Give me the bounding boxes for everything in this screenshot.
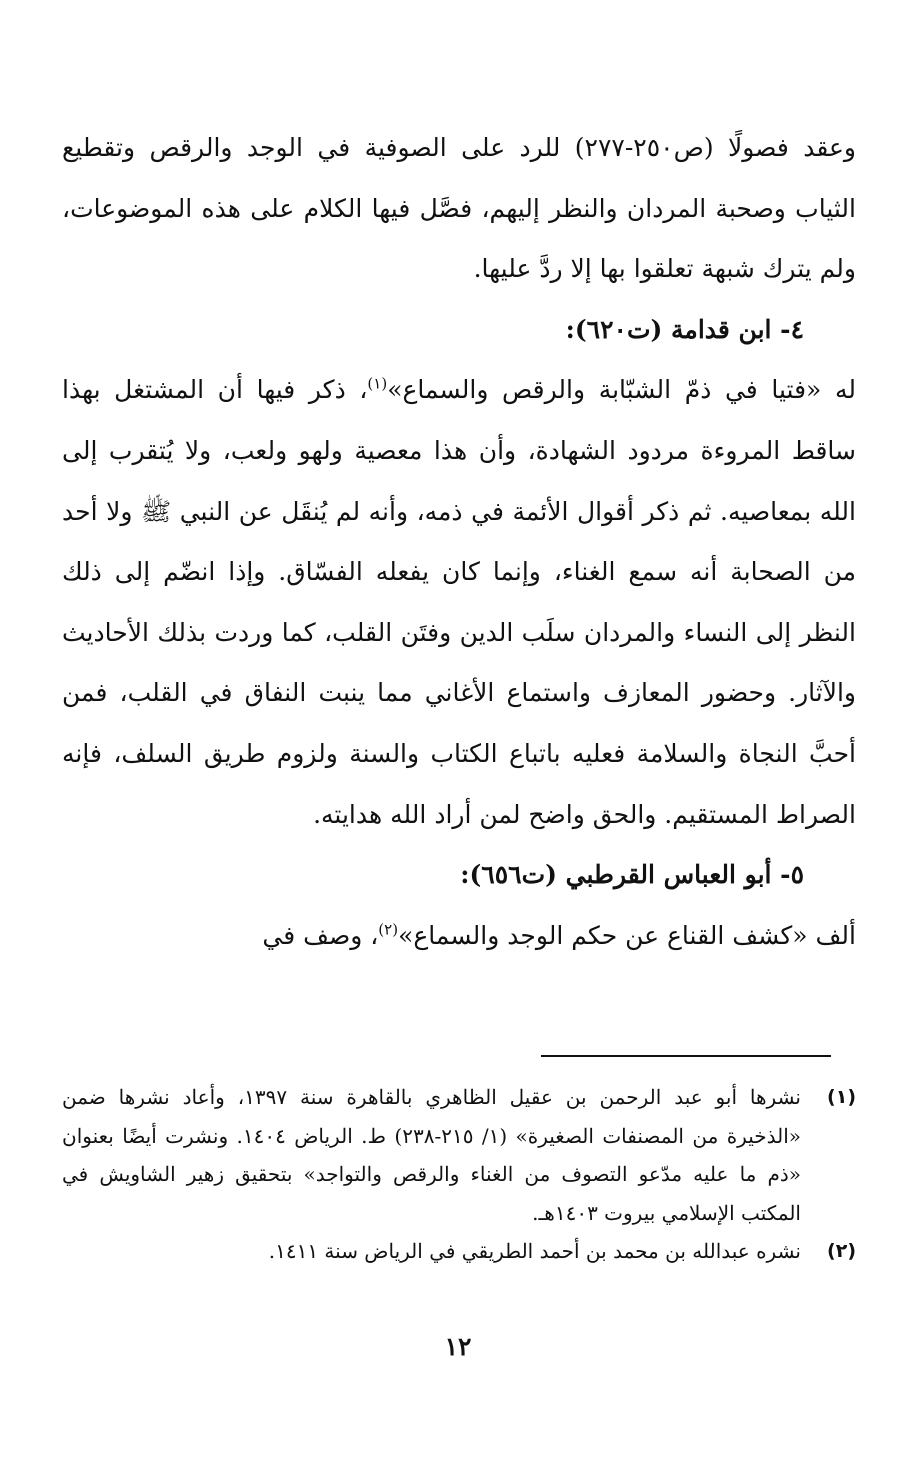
paragraph-ibn-aqil-chapters: وعقد فصولًا (ص٢٥٠-٢٧٧) للرد على الصوفية في الوجد والرقص وتقطيع الثياب وصحبة المردان والنظر إليهم، فصَّل فيها الكلام على هذه الموضوعات، ولم يترك شبهة تعلقوا بها إلا ردَّ عليها.: [62, 133, 856, 284]
main-text: [62, 118, 856, 966]
paragraph-qurtubi: [62, 906, 856, 967]
paragraph-qurtubi-rest: ، وصف في: [262, 920, 379, 950]
footnote-separator: [541, 1055, 831, 1057]
heading-ibn-qudama: ٤- ابن قدامة (ت٦٢٠):: [565, 314, 804, 344]
paragraph-ibn-qudama: [62, 360, 856, 845]
footnote-2-number: (٢): [827, 1240, 856, 1262]
paragraph-ibn-qudama-rest: ، ذكر فيها أن المشتغل بهذا ساقط المروءة مردود الشهادة، وأن هذا معصية ولهو ولعب، ولا يُتقرب إلى الله بمعاصيه. ثم ذكر أقوال الأئمة في ذمه، وأنه لم يُنقَل عن النبي ﷺ ولا أحد من الصحابة أنه سمع الغناء، وإنما كان يفعله الفسّاق. وإذا انضّم إلى ذلك النظر إلى النساء والمردان سلَب الدين وفتَن القلب، كما وردت بذلك الأحاديث والآثار. وحضور المعازف واستماع الأغاني مما ينبت النفاق في القلب، فمن أحبَّ النجاة والسلامة فعليه باتباع الكتاب والسنة ولزوم طريق السلف، فإنه الصراط المستقيم. والحق واضح لمن أراد الله هدايته.: [62, 375, 856, 829]
footnote-2-text: نشره عبدالله بن محمد بن أحمد الطريقي في الرياض سنة ١٤١١.: [268, 1239, 801, 1263]
heading-qurtubi: ٥- أبو العباس القرطبي (ت٦٥٦):: [460, 860, 804, 890]
paragraph-qurtubi-start: ألف «كشف القناع عن حكم الوجد والسماع»: [398, 920, 856, 950]
footnote-1-text: نشرها أبو عبد الرحمن بن عقيل الظاهري بالقاهرة سنة ١٣٩٧، وأعاد نشرها ضمن «الذخيرة من المصنفات الصغيرة» (١/ ٢١٥-٢٣٨) ط. الرياض ١٤٠٤. ونشرت أيضًا بعنوان «ذم ما عليه مدّعو التصوف من الغناء والرقص والتواجد» بتحقيق زهير الشاويش في المكتب الإسلامي بيروت ١٤٠٣هـ.: [62, 1085, 801, 1225]
footnote-2: [62, 1232, 856, 1271]
footnote-1-number: (١): [827, 1086, 856, 1108]
footnote-ref-2: (٢): [378, 920, 399, 939]
footnotes: [62, 1078, 856, 1271]
paragraph-ibn-qudama-start: له «فتيا في ذمّ الشبّابة والرقص والسماع»: [387, 375, 856, 405]
footnote-ref-1: (١): [367, 375, 388, 394]
page-number: ١٢: [444, 1332, 472, 1361]
footnote-1: [62, 1078, 856, 1232]
